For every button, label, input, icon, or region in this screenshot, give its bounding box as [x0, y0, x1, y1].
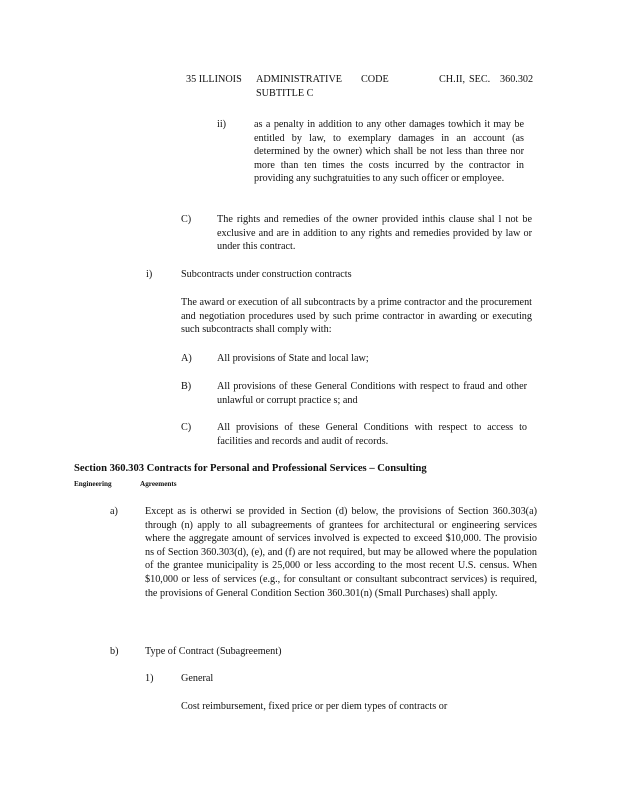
- item-C2-text: All provisions of these General Conditions with respect to access to facilities and records and audit of records.: [217, 422, 527, 447]
- item-b-text: Type of Contract (Subagreement): [145, 646, 282, 657]
- header-number: 360.302: [500, 74, 534, 85]
- header-title: 35 ILLINOIS: [186, 74, 242, 85]
- item-a-label: a): [110, 506, 118, 517]
- item-1-body: Cost reimbursement, fixed price or per diem types of contracts or: [181, 701, 448, 712]
- item-i-label: i): [146, 269, 153, 280]
- item-1-text: General: [181, 673, 214, 684]
- item-i-text: The award or execution of all subcontracts by a prime contractor and the procurement and negotiation procedures used by such prime contractor in awarding or executing such subcontracts shall comply with:: [181, 297, 532, 336]
- header-sec: SEC.: [469, 74, 491, 85]
- item-A-text: All provisions of State and local law;: [217, 353, 369, 364]
- item-C2-label: C): [181, 422, 192, 433]
- section-heading: Section 360.303 Contracts for Personal and Professional Services – Consulting: [74, 463, 427, 474]
- item-C-text: The rights and remedies of the owner provided inthis clause shal l not be exclusive and are in addition to any rights and remedies provided by law or under this contract.: [217, 214, 532, 253]
- item-i-title: Subcontracts under construction contracts: [181, 269, 352, 280]
- item-A-label: A): [181, 353, 192, 364]
- item-a-text: Except as is otherwi se provided in Section (d) below, the provisions of Section 360.303(a) through (n) apply to all subagreements of grantees for architectural or engineering services where the aggregate amount of services involved is expected to exceed $10,000. The provisio ns of Section 360.303(d), (e), and (f) are not required, but may be allowed where the population of the grantee municipality is 25,000 or less according to the most recent U.S. census. When $10,000 or less of services (e.g., for consultant or consultant subcontract services) is required, the provisions of General Condition Section 360.301(n) (Small Purchases) shall apply.: [145, 506, 537, 599]
- item-1-label: 1): [145, 673, 154, 684]
- item-B-label: B): [181, 381, 192, 392]
- item-b-label: b): [110, 646, 119, 657]
- item-ii-text: as a penalty in addition to any other damages towhich it may be entitled by law, to exemplary damages in an account (as determined by the owner) which shall be not less than three nor more than ten times the costs incurred by the contractor in providing any suchgratuities to any such officer or employee.: [254, 119, 524, 185]
- section-subheading-right: Agreements: [140, 480, 177, 488]
- item-C-label: C): [181, 214, 192, 225]
- header-code: CODE: [361, 74, 389, 85]
- section-subheading-left: Engineering: [74, 480, 112, 488]
- header-chapter: CH.II,: [439, 74, 466, 85]
- header-agency: ADMINISTRATIVE: [256, 74, 343, 85]
- item-B-text: All provisions of these General Conditions with respect to fraud and other unlawful or corrupt practice s; and: [217, 381, 527, 406]
- item-ii-label: ii): [217, 119, 227, 130]
- header-subtitle: SUBTITLE C: [256, 88, 314, 99]
